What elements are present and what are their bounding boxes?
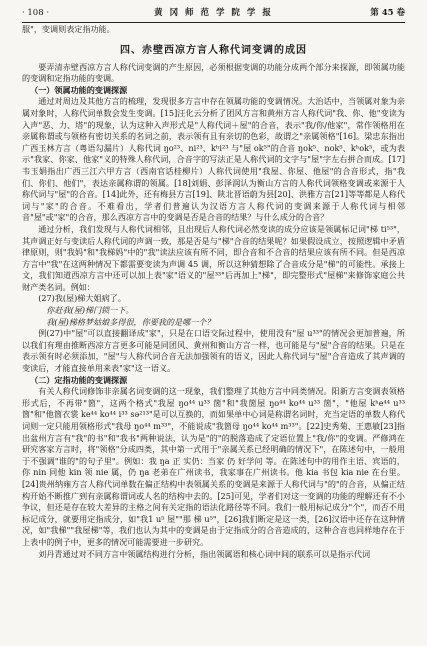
subsection-heading-2: （二）定指功能的变调探源	[30, 374, 128, 385]
example-27-b: 你赶我(屋)梯门锁一下。	[46, 305, 134, 316]
paragraph-intro: 要弄清赤壁西凉方言人称代词变调的产生原因，必须根据变调的功能分成两个部分来探源，即领属功能的变调和定指功能的变调。	[22, 61, 405, 84]
paragraph-6: 刘丹青通过对不同方言中领属结构进行分析，指出领属语和核心词中间的联系可以是指示代词	[38, 548, 371, 559]
journal-title: 黄 冈 师 范 学 院 学 报	[154, 8, 273, 18]
running-header	[22, 6, 405, 23]
subsection-heading-1: （一）领属功能的变调探源	[30, 84, 128, 95]
paragraph-3: 通过分析，我们发现与人称代词相邻，且出现后人称代词必然变读的成分应该是领属标记词"梯 ti⁵³"，其声调正好与变读后人称代词的声调一致，那是否是与"梯"合音的结果呢？如果假设成立，按照逻辑中矛盾律原则，则"我妈"和"我梯妈"中的"我"读法应该有所不同，即合音和不合音的结果应该有所不同。但是西凉方言中"我"在这两种情况下都需要变读为声调 45 调，所以这种猜想除了合音成分是"梯"的可能性。承接上文，我们知道西凉方言中还可以加上表"家"语义的"屋³³"后再加上"梯"，即完整形式"屋梯"来修饰家庭公共财产类名词。例如：	[22, 223, 405, 292]
paragraph-5: 有关人称代词修饰非亲属名词变调的这一现象，我们整理了其他方言中同类情况。阳新方言变调表领格形式后，不再带"箇"，这两个格式"我屋 ŋo⁴⁴ u³³ 箇"和"我箇屋 ŋo⁴⁴ ko⁴⁴ u³³ 箇"，"他屋 kʰe⁴⁴ u³³ 箇"和"他箇衣裳 ke⁴⁴ ko⁴⁴ i³³ sə²¹³"是可以互换的，而如果单中心词是称谓名词时，充当定语的单数人称代词则一定只能用领格形式"我母 ŋo⁴⁴ m³³"，不能说成"我箇母 ŋo⁴⁴ ko⁴⁴ m³³"。[22]史秀菊、王惠敏[23]指出盆州方言有"我"的书"和"我书"两种说法，认为是"的"的脱落造成了定语位置上"我/你"的变调。严修鸿在研究客家方言时，将"领格"分成四类，其中第一式用于"亲属关系已经明确的情况下"，在陈述句中，一般用于不强调"谁的"的句子里"。例如：我 ŋa 正 实仍：当家 仍 好学问 等。在陈述句中的用作主语、宾语的，你 nin 同他 kin 领 nie 属，仍 ŋa 老弟在广州读书，我家事在广州读书。他 kia 书包 kia nie 在台里。[24]贵州纳雍方言人称代词单数在偏正结构中表领属关系的变调是来源于人称代词与"的"的合音，从偏正结构开始不断推广到有亲属称谓词或人名的结构中去的。[25]可见，学者们对这一变调的功能的理解还有不小争议，但还是存在较大差异的主格之间有关定指的语法化路径等不同。我们一般用标记成分"个"，而否不用标记成分，就要用定指成分，如"我1 u⁵ 屋""那 梯 u⁵"，[26]我们断定是这一类，[26]汉语中还存在这种情况，如"我梯""我屋梯"等，我们也认为其中的变调是由于定指成分的合音造成的，这种合音也同样地存在于上表中的例子中，更多的情况可能需要进一步研究。	[22, 386, 405, 547]
volume-label: 第 45 卷	[370, 8, 405, 18]
example-27: (27)我(屋)梯大姐病了。	[38, 293, 126, 304]
paragraph-2: 通过对周边及其他方言的梳理，发现很多方言中存在领属功能的变调情况。大治话中，当领属对象为亲属对象时，人称代词单数会发生变调。[15]汪化云分析了团风方言和黄州方言人称代词"我、你、他"变读为入声"恶、力、塔"的现象，认为这种入声形式是"人称代词＋屋"的合音，表示"我/你/他家"，常作领格用在亲属称谓或与领格有密切关系的名词之前，表示领有且有亲切的色彩，故谓之"亲属领格"[16]。梁忠东指出广西玉林方言（粤语勾漏片）人称代词 ŋo²³、ni²³、kʰi²³ 与"屋 ok⁵"的合音 ŋok⁵、nok⁵、kʰok⁵，或为表示"我家、你家、他家"义的特殊人称代词，合音字的写法正是人称代词的文字与"屋"字左右拼合而成。[17]韦玉娟指出广西三江六甲方言（西南官话桂柳片）人称代词使用"我屋、你屋、他屋"的合音形式，指"我们、你们、他们"，表达亲属称谓的领属。[18]刘娟、彭泽润认为衡山方言的人称代词领格变调或来源于人称代词与"屋"的合音。[14]此外，还有梅县方言[19]、陕北晋语蔚为县[20]、洪雅方言[21]等等都是人称代词与"家"的合音。不难看出，学者们普遍认为汉语方言人称代词的变调来源于人称代词与相邻音"屋"或"家"的合音，那么西凉方言中的变调是否是合音的结果？与什么成分的合音？	[22, 96, 405, 223]
paragraph-continuation: 服"，变调则表定指功能。	[22, 24, 115, 34]
paragraph-4: 例(27)中"屋"可以直接翻译成"家"，只是在口语交际过程中，使用没有"屋 u³³"的情况会更加普遍，所以我们有理由推断西凉方言更多可能是同团风、黄州和衡山方言一样，也可能是与"屋"合音的结果。只是在表示领有时必须添加，"屋"与人称代词合音无法加强领有的语义，因此人称代词与"屋"合音造成了其声调的变读后，才能直接单用来表"家"这一语义。	[22, 328, 405, 374]
section-title: 四、赤壁西凉方言人称代词变调的成因	[120, 44, 307, 56]
example-27-c: 我(屋)梯格梦姑娘多得很，你要我的是哪一个？	[46, 316, 215, 327]
page-number: · 108 ·	[22, 8, 50, 18]
article-body	[22, 24, 405, 640]
